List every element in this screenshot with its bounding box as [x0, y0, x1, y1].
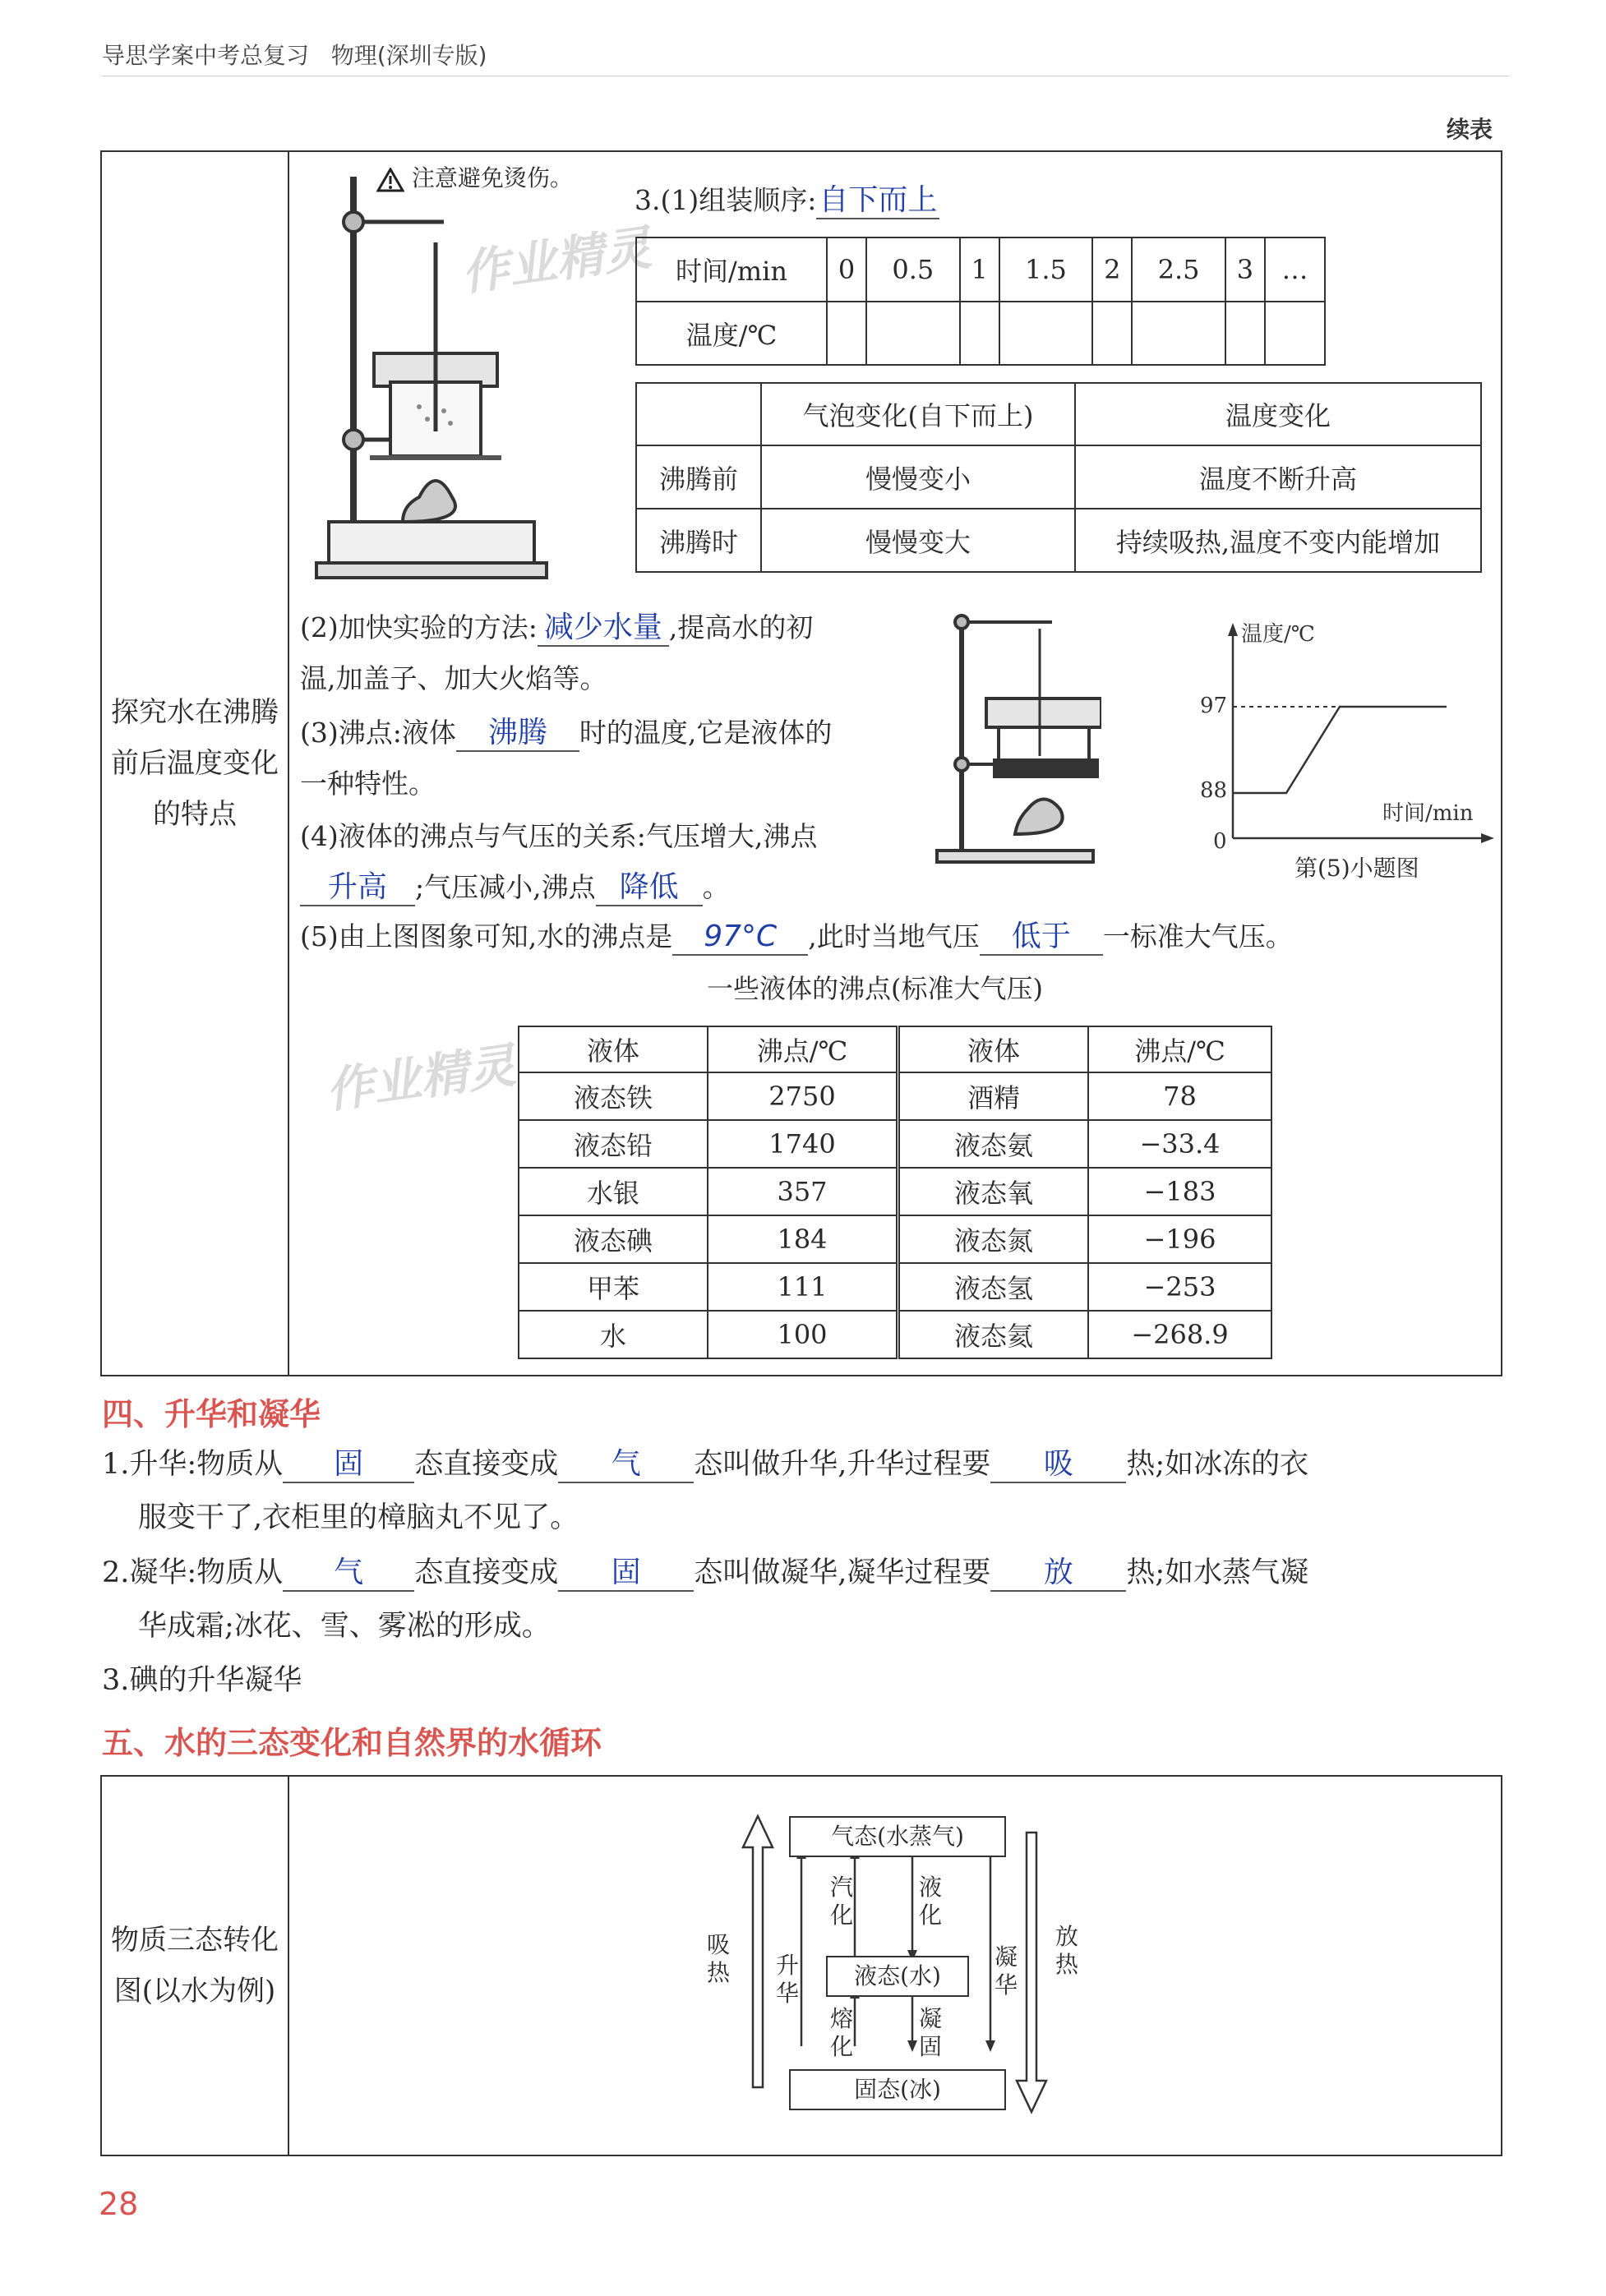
- page-number: 28: [99, 2186, 139, 2222]
- bp-cell: 100: [708, 1311, 898, 1358]
- answer-sublimation-to: 气: [611, 1447, 641, 1481]
- answer-pressure-compare: 低于: [1011, 920, 1071, 953]
- answer-sublimation-from: 固: [334, 1447, 364, 1481]
- time-cell: 0.5: [866, 237, 960, 302]
- bp-cell: −33.4: [1088, 1120, 1271, 1168]
- bp-cell: 液态氨: [898, 1120, 1089, 1168]
- time-cell: 2: [1092, 237, 1132, 302]
- x-axis-arrow-icon: [1481, 833, 1494, 843]
- answer-deposition-to: 固: [611, 1556, 641, 1589]
- chart-caption: 第(5)小题图: [1294, 855, 1419, 882]
- liquid-state-box: 液态(水): [826, 1956, 969, 1997]
- temperature-cell: [1265, 302, 1325, 365]
- time-cell: 3: [1225, 237, 1265, 302]
- y-axis-arrow-icon: [1228, 623, 1238, 636]
- absorb-heat-label: 吸热: [707, 1931, 731, 1986]
- question-3: (3)沸点:液体 沸腾 时的温度,它是液体的: [300, 715, 832, 752]
- boiling-apparatus-figure: [312, 160, 551, 588]
- time-cell: 2.5: [1132, 237, 1225, 302]
- boiling-points-title: 一些液体的沸点(标准大气压): [707, 973, 1043, 1004]
- experiment-row-label: 探究水在沸腾 前后温度变化 的特点: [111, 696, 279, 831]
- experiment-table-divider: [288, 150, 289, 1375]
- gas-state-box: 气态(水蒸气): [789, 1816, 1006, 1857]
- time-cell: 1.5: [999, 237, 1093, 302]
- section-4-title: 四、升华和凝华: [102, 1396, 321, 1432]
- answer-pressure-up: 升高: [327, 870, 387, 904]
- time-cell: …: [1265, 237, 1325, 302]
- temperature-curve: [1233, 707, 1447, 793]
- x-axis-label: 时间/min: [1382, 801, 1474, 826]
- bp-cell: 2750: [708, 1072, 898, 1120]
- melt-label: 熔化: [830, 2005, 854, 2060]
- bp-cell: 357: [708, 1168, 898, 1215]
- bp-cell: 液态氢: [898, 1263, 1089, 1311]
- bubble-table-header: 气泡变化(自下而上): [761, 383, 1075, 445]
- question-4: (4)液体的沸点与气压的关系:气压增大,沸点: [300, 820, 818, 852]
- question-2-line2: 温,加盖子、加大火焰等。: [300, 662, 607, 694]
- question-3-line2: 一种特性。: [300, 768, 436, 800]
- three-states-row-label: 物质三态转化 图(以水为例): [111, 1924, 279, 2008]
- bp-header: 液体: [519, 1026, 708, 1072]
- vaporize-label: 汽化: [830, 1874, 854, 1929]
- bp-cell: 78: [1088, 1072, 1271, 1120]
- section-5-title: 五、水的三态变化和自然界的水循环: [102, 1725, 602, 1761]
- liquefy-label: 液化: [919, 1874, 943, 1929]
- deposition-item-line2: 华成霜;冰花、雪、雾凇的形成。: [138, 1610, 551, 1643]
- question-5: (5)由上图图象可知,水的沸点是 97°C ,此时当地气压 低于 一标准大气压。: [300, 919, 1293, 956]
- boiling-points-table: [518, 1026, 1272, 1359]
- watermark: 作业精灵: [458, 219, 655, 302]
- answer-speed-method: 减少水量: [543, 611, 662, 644]
- y-tick-label: 97: [1200, 694, 1228, 718]
- bp-cell: 甲苯: [519, 1263, 708, 1311]
- y-tick-label: 0: [1213, 829, 1227, 854]
- deposition-label: 凝华: [995, 1943, 1018, 1999]
- continued-label: 续表: [1447, 116, 1493, 143]
- temperature-cell: [960, 302, 999, 365]
- release-heat-arrow-icon: [1017, 1833, 1046, 2112]
- answer-deposition-heat: 放: [1043, 1556, 1073, 1589]
- bp-cell: 111: [708, 1263, 898, 1311]
- three-states-table-divider: [288, 1775, 289, 2155]
- bp-cell: 1740: [708, 1120, 898, 1168]
- boiling-apparatus-small-figure: [929, 604, 1101, 867]
- bp-cell: 液态氮: [898, 1215, 1089, 1263]
- absorb-heat-arrow-icon: [743, 1816, 773, 2087]
- answer-deposition-from: 气: [334, 1556, 364, 1589]
- time-row-label: 时间/min: [636, 237, 827, 302]
- bp-cell: 液态氦: [898, 1311, 1089, 1358]
- bp-cell: −183: [1088, 1168, 1271, 1215]
- question-4-line2: 升高 ;气压减小,沸点 降低 。: [300, 869, 730, 906]
- sublimation-item-line2: 服变干了,衣柜里的樟脑丸不见了。: [138, 1501, 579, 1534]
- bp-cell: −253: [1088, 1263, 1271, 1311]
- solid-state-box: 固态(冰): [789, 2069, 1006, 2110]
- time-cell: 0: [827, 237, 866, 302]
- warning-icon: [376, 168, 404, 192]
- time-temperature-table: [635, 237, 1326, 366]
- freeze-label: 凝固: [919, 2005, 943, 2060]
- bp-header: 液体: [898, 1026, 1089, 1072]
- bp-cell: 液态铁: [519, 1072, 708, 1120]
- bp-cell: −196: [1088, 1215, 1271, 1263]
- temperature-time-chart: [1167, 616, 1496, 888]
- question-3-1: 3.(1)组装顺序:自下而上: [635, 182, 939, 219]
- bp-cell: 液态铅: [519, 1120, 708, 1168]
- bubble-table-cell: 沸腾前: [636, 445, 761, 509]
- bp-cell: 液态碘: [519, 1215, 708, 1263]
- bubble-table-cell: 慢慢变大: [761, 509, 1075, 572]
- temperature-cell: [866, 302, 960, 365]
- bp-cell: 水: [519, 1311, 708, 1358]
- watermark: 作业精灵: [322, 1037, 519, 1119]
- bubble-table-cell: 持续吸热,温度不变内能增加: [1075, 509, 1481, 572]
- three-states-diagram: [707, 1808, 1093, 2120]
- bubble-change-table: [635, 382, 1482, 573]
- bp-cell: 液态氧: [898, 1168, 1089, 1215]
- answer-boiling-point: 97°C: [704, 920, 778, 953]
- bp-cell: −268.9: [1088, 1311, 1271, 1358]
- y-axis-label: 温度/℃: [1241, 622, 1315, 647]
- answer-boiling: 沸腾: [487, 716, 547, 749]
- answer-assembly-order: 自下而上: [819, 183, 938, 217]
- time-cell: 1: [960, 237, 999, 302]
- bubble-table-cell: 慢慢变小: [761, 445, 1075, 509]
- bubble-table-cell: 温度不断升高: [1075, 445, 1481, 509]
- question-2: (2)加快实验的方法: 减少水量 ,提高水的初: [300, 610, 813, 647]
- bp-cell: 酒精: [898, 1072, 1089, 1120]
- bp-header: 沸点/℃: [708, 1026, 898, 1072]
- temperature-cell: [999, 302, 1093, 365]
- book-title: 导思学案中考总复习 物理(深圳专版): [102, 42, 487, 69]
- safety-note: 注意避免烫伤。: [376, 164, 573, 192]
- bubble-table-header: [636, 383, 761, 445]
- iodine-item: 3.碘的升华凝华: [102, 1664, 302, 1697]
- temperature-cell: [827, 302, 866, 365]
- deposition-item: 2.凝华:物质从 气 态直接变成 固 态叫做凝华,凝华过程要 放 热;如水蒸气凝: [102, 1555, 1308, 1592]
- temperature-cell: [1092, 302, 1132, 365]
- bp-header: 沸点/℃: [1088, 1026, 1271, 1072]
- answer-sublimation-heat: 吸: [1043, 1447, 1073, 1481]
- release-heat-label: 放热: [1055, 1923, 1079, 1978]
- answer-pressure-down: 降低: [619, 870, 679, 904]
- sublimation-item: 1.升华:物质从 固 态直接变成 气 态叫做升华,升华过程要 吸 热;如冰冻的衣: [102, 1446, 1308, 1483]
- bp-cell: 184: [708, 1215, 898, 1263]
- temperature-cell: [1132, 302, 1225, 365]
- temperature-cell: [1225, 302, 1265, 365]
- bp-cell: 水银: [519, 1168, 708, 1215]
- sublimation-label: 升华: [776, 1952, 800, 2007]
- bubble-table-header: 温度变化: [1075, 383, 1481, 445]
- y-tick-label: 88: [1200, 778, 1228, 803]
- temperature-row-label: 温度/℃: [636, 302, 827, 365]
- bubble-table-cell: 沸腾时: [636, 509, 761, 572]
